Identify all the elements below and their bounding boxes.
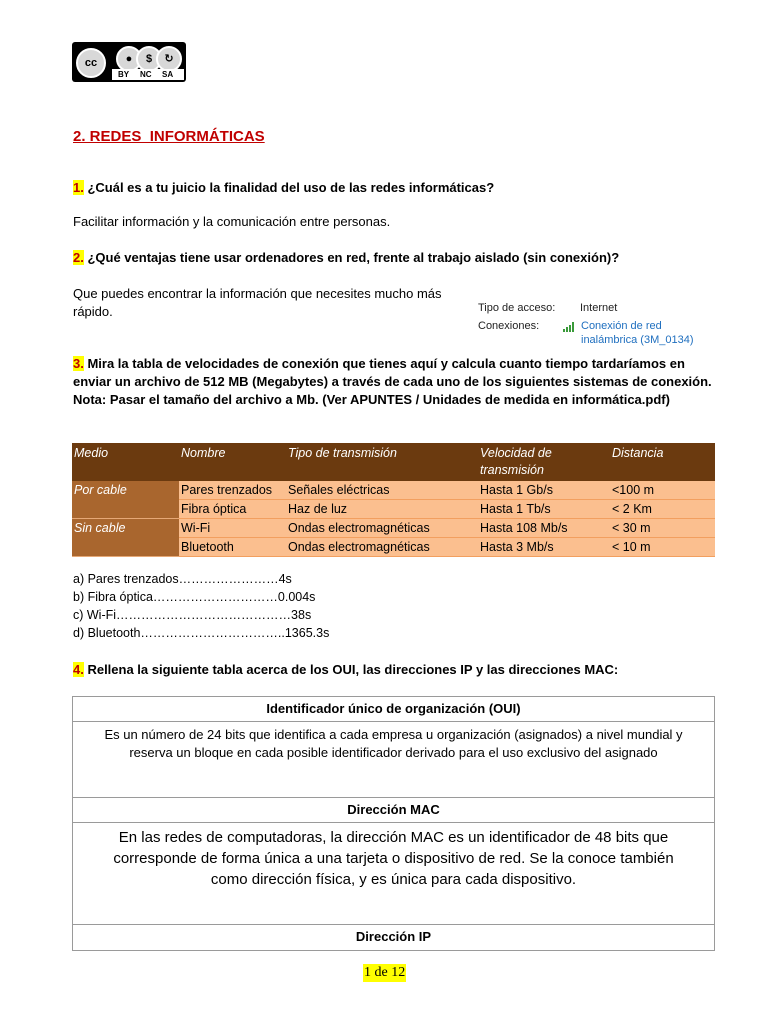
group-por-cable: Por cable [72,481,179,519]
list-item: c) Wi-Fi……………………………………38s [73,608,312,622]
cell-velocidad: Hasta 3 Mb/s [478,538,610,557]
mac-description: En las redes de computadoras, la dirección MAC es un identificador de 48 bits que corresponde de forma única a una tarjeta o dispositivo de red. Se la conoce también como dirección física, y es única para cada dispositivo. [73,823,714,925]
cell-tipo: Ondas electromagnéticas [286,538,478,557]
cell-distancia: <100 m [610,481,715,500]
cell-nombre: Pares trenzados [179,481,286,500]
question-1-number: 1. [73,180,84,195]
cc-license-badge [72,42,186,82]
group-sin-cable: Sin cable [72,519,179,557]
cell-distancia: < 10 m [610,538,715,557]
header-velocidad: Velocidad de transmisión [478,443,610,481]
cc-icon: cc [76,48,106,78]
connection-name-line2: inalámbrica (3M_0134) [581,334,694,346]
question-4 [73,661,618,679]
by-person-icon: ● [116,46,142,72]
answer-3-list [73,570,329,642]
cell-nombre: Bluetooth [179,538,286,557]
page-number: 1 de 12 [364,965,406,980]
cell-nombre: Fibra óptica [179,500,286,519]
access-type-label: Tipo de acceso: [478,302,556,314]
header-medio: Medio [72,443,179,481]
oui-header: Identificador único de organización (OUI) [73,697,714,722]
cell-distancia: < 2 Km [610,500,715,519]
cell-nombre: Wi-Fi [179,519,286,538]
sa-share-icon: ↻ [156,46,182,72]
question-3-number: 3. [73,356,84,371]
question-4-text: Rellena la siguiente tabla acerca de los OUI, las direcciones IP y las direcciones MAC: [83,662,619,677]
question-3 [73,355,718,409]
list-item: d) Bluetooth……………………………..1365.3s [73,626,330,640]
connection-name-line1: Conexión de red [581,320,662,332]
connections-label: Conexiones: [478,320,540,332]
table-row [72,481,715,500]
table-row [72,519,715,538]
access-type-value: Internet [580,302,618,314]
answer-1: Facilitar información y la comunicación entre personas. [73,214,391,229]
cell-velocidad: Hasta 108 Mb/s [478,519,610,538]
nc-dollar-icon: $ [136,46,162,72]
header-tipo: Tipo de transmisión [286,443,478,481]
question-3-text: Mira la tabla de velocidades de conexión que tienes aquí y calcula cuanto tiempo tardaríamos en enviar un archivo de 512 MB (Megabytes) a través de cada uno de los siguientes sistemas de conexión. Nota: Pasar el tamaño del archivo a Mb. (Ver APUNTES / Unidades de medida en informática.pdf) [73,356,712,407]
table-header-row [72,443,715,481]
header-distancia: Distancia [610,443,715,481]
oui-ip-mac-table [72,696,715,951]
question-2-number: 2. [73,250,84,265]
ip-header: Dirección IP [355,929,432,944]
cell-velocidad: Hasta 1 Gb/s [478,481,610,500]
connection-link[interactable] [581,319,694,347]
answer-2: Que puedes encontrar la información que necesites mucho más rápido. [73,286,442,319]
question-1 [73,179,494,197]
network-status-snippet [478,301,718,349]
question-4-number: 4. [73,662,84,677]
list-item: b) Fibra óptica…………………………0.004s [73,590,316,604]
section-title: 2. REDES INFORMÁTICAS [73,128,265,145]
wifi-signal-icon [563,321,579,335]
license-terms [112,69,184,80]
header-nombre: Nombre [179,443,286,481]
list-item: a) Pares trenzados……………………4s [73,572,292,586]
cell-tipo: Ondas electromagnéticas [286,519,478,538]
mac-header: Dirección MAC [73,798,714,823]
question-1-text: ¿Cuál es a tu juicio la finalidad del uso de las redes informáticas? [83,180,495,195]
cell-tipo: Haz de luz [286,500,478,519]
question-2-text: ¿Qué ventajas tiene usar ordenadores en red, frente al trabajo aislado (sin conexión)? [83,250,620,265]
cell-velocidad: Hasta 1 Tb/s [478,500,610,519]
cell-distancia: < 30 m [610,519,715,538]
oui-description: Es un número de 24 bits que identifica a cada empresa u organización (asignados) a nivel mundial y reserva un bloque en cada posible identificador derivado para el uso exclusivo del asignado [73,722,714,798]
connection-speed-table [72,443,715,557]
license-by: BY [118,70,130,79]
cell-tipo: Señales eléctricas [286,481,478,500]
license-nc: NC [140,70,152,79]
license-sa: SA [162,70,174,79]
question-2 [73,249,619,267]
